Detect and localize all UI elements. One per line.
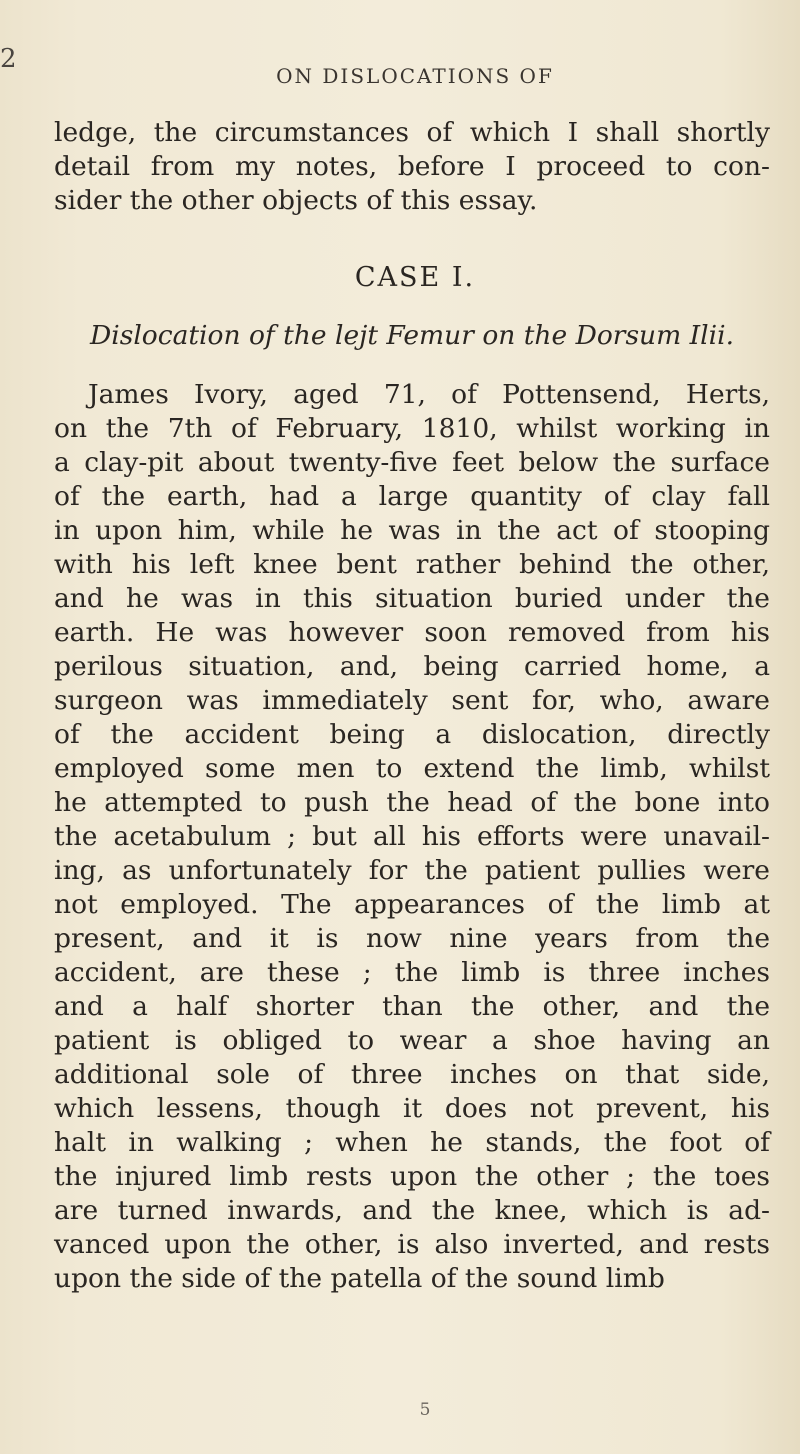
text-line: present, and it is now nine years from the — [54, 923, 770, 954]
text-line: a clay-pit about twenty-five feet below the surface — [54, 447, 770, 478]
text-line: with his left knee bent rather behind the other, — [54, 549, 770, 580]
text-line: which lessens, though it does not prevent, his — [54, 1093, 770, 1124]
running-head: ON DISLOCATIONS OF — [276, 64, 554, 88]
paragraph-case — [54, 378, 770, 1296]
text-line: and a half shorter than the other, and the — [54, 991, 770, 1022]
text-line: surgeon was immediately sent for, who, aware — [54, 685, 770, 716]
paragraph-intro — [54, 116, 770, 218]
text-line: halt in walking ; when he stands, the foot of — [54, 1127, 770, 1158]
text-line: vanced upon the other, is also inverted, and rests — [54, 1229, 770, 1260]
text-line: perilous situation, and, being carried home, a — [54, 651, 770, 682]
text-line: not employed. The appearances of the limb at — [54, 889, 770, 920]
text-line: he attempted to push the head of the bone into — [54, 787, 770, 818]
text-line: the acetabulum ; but all his efforts were unavail- — [54, 821, 770, 852]
text-line: ledge, the circumstances of which I shall shortly — [54, 117, 770, 148]
text-line: patient is obliged to wear a shoe having an — [54, 1025, 770, 1056]
text-line: sider the other objects of this essay. — [54, 185, 538, 216]
text-line: of the earth, had a large quantity of clay fall — [54, 481, 770, 512]
text-line: additional sole of three inches on that side, — [54, 1059, 770, 1090]
case-title: Dislocation of the lejt Femur on the Dorsum Ilii. — [90, 320, 734, 351]
text-line: ing, as unfortunately for the patient pullies were — [54, 855, 770, 886]
text-line: earth. He was however soon removed from his — [54, 617, 770, 648]
text-line: of the accident being a dislocation, directly — [54, 719, 770, 750]
text-line: on the 7th of February, 1810, whilst working in — [54, 413, 770, 444]
text-line: the injured limb rests upon the other ; the toes — [54, 1161, 770, 1192]
text-line: and he was in this situation buried under the — [54, 583, 770, 614]
text-line: are turned inwards, and the knee, which is ad- — [54, 1195, 770, 1226]
text-line: James Ivory, aged 71, of Pottensend, Herts, — [88, 379, 770, 410]
text-line: in upon him, while he was in the act of stooping — [54, 515, 770, 546]
page-number: 2 — [0, 44, 17, 74]
text-line: detail from my notes, before I proceed to con- — [54, 151, 770, 182]
text-line: accident, are these ; the limb is three inches — [54, 957, 770, 988]
signature-mark: 5 — [419, 1400, 431, 1420]
text-line: employed some men to extend the limb, whilst — [54, 753, 770, 784]
case-heading: CASE I. — [354, 262, 476, 293]
text-line: upon the side of the patella of the sound limb — [54, 1263, 665, 1294]
